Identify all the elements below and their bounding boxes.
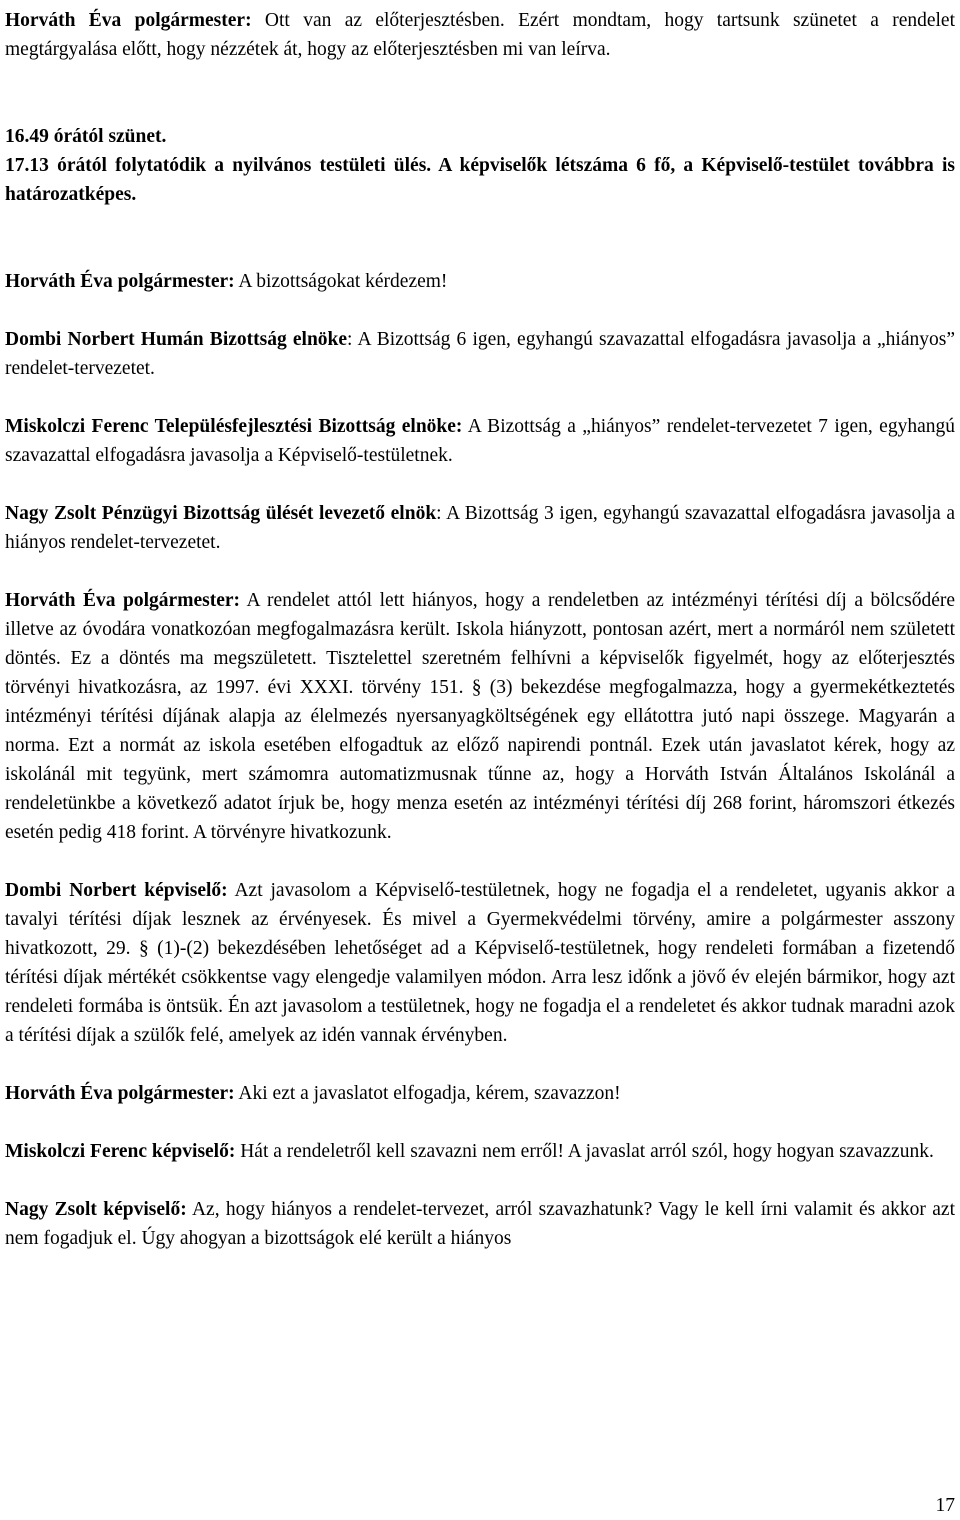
speech-text: A bizottságokat kérdezem! [234,271,448,292]
speaker-name: Horváth Éva polgármester: [5,1083,235,1104]
paragraph-development-committee [5,412,955,470]
paragraph-nagy-representative [5,1195,955,1253]
paragraph-mayor-2 [5,267,955,296]
break-start-line: 16.49 órától szünet. [5,126,167,147]
paragraph-mayor-1 [5,6,955,64]
speech-text: : A Bizottság 3 igen, egyhangú szavazattal elfogadásra javasolja a hiányos rendelet-tervezetet. [5,503,955,553]
speech-text: Aki ezt a javaslatot elfogadja, kérem, szavazzon! [234,1083,621,1104]
speech-text: Ott van az előterjesztésben. Ezért mondtam, hogy tartsunk szünetet a rendelet megtárgyalása előtt, hogy nézzétek át, hogy az előterjesztésben mi van leírva. [5,10,956,60]
session-resume-line: 17.13 órától folytatódik a nyilvános testületi ülés. A képviselők létszáma 6 fő, a Képviselő-testület továbbra is határozatképes. [5,155,955,205]
speaker-name: Miskolczi Ferenc képviselő: [5,1141,236,1162]
speaker-name: Horváth Éva polgármester: [5,10,252,31]
speech-text: A rendelet attól lett hiányos, hogy a rendeletben az intézményi térítési díj a bölcsődére illetve az óvodára vonatkozóan megfogalmazásra került. Iskola hiányzott, pontosan azért, mert a normáról nem született döntés. Ez a döntés ma megszületett. Tisztelettel szeretném felhívni a képviselők figyelmét, hogy az előterjesztés törvényi hivatkozásra, az 1997. évi XXXI. törvény 151. § (3) bekezdése megfogalmazza, hogy a gyermekétkeztetés intézményi térítési díjának alapja az élelmezés nyersanyagköltségének egy ellátottra jutó napi összege. Magyarán a norma. Ezt a normát az iskola esetében elfogadtuk az előző napirendi pontnál. Ezek után javaslatot kérek, hogy az iskolánál mit tegyünk, mert számomra automatizmusnak tűnne az, hogy a Horváth István Általános Iskolánál a rendeletünkbe a következő adatot írjuk be, hogy menza esetén az intézményi térítési díj 268 forint, háromszori étkezés esetén pedig 418 forint. A törvényre hivatkozunk. [5,590,955,843]
speech-text: Hát a rendeletről kell szavazni nem erről! A javaslat arról szól, hogy hogyan szavazzunk. [235,1141,934,1162]
speech-text: A Bizottság a „hiányos” rendelet-tervezetet 7 igen, egyhangú szavazattal elfogadásra javasolja a Képviselő-testületnek. [5,416,955,466]
document-page [5,6,955,1253]
speaker-name: Miskolczi Ferenc Településfejlesztési Bizottság elnöke: [5,416,463,437]
speaker-name: Dombi Norbert Humán Bizottság elnöke [5,329,348,350]
speaker-name: Nagy Zsolt Pénzügyi Bizottság ülését levezető elnök [5,503,437,524]
paragraph-human-committee [5,325,955,383]
paragraph-finance-committee [5,499,955,557]
paragraph-mayor-3 [5,586,955,847]
paragraph-miskolczi-representative [5,1137,955,1166]
paragraph-mayor-4 [5,1079,955,1108]
speech-text: Az, hogy hiányos a rendelet-tervezet, arról szavazhatunk? Vagy le kell írni valamit és akkor azt nem fogadjuk el. Úgy ahogyan a bizottságok elé került a hiányos [5,1199,955,1249]
speaker-name: Nagy Zsolt képviselő: [5,1199,187,1220]
speech-text: : A Bizottság 6 igen, egyhangú szavazattal elfogadásra javasolja a „hiányos” rendelet-tervezetet. [5,329,955,379]
speaker-name: Horváth Éva polgármester: [5,271,235,292]
speaker-name: Horváth Éva polgármester: [5,590,240,611]
speech-text: Azt javasolom a Képviselő-testületnek, hogy ne fogadja el a rendeletet, ugyanis akkor a tavalyi térítési díjak lesznek az érvényesek. És mivel a Gyermekvédelmi törvény, amire a polgármester asszony hivatkozott, 29. § (1)-(2) bekezdésében lehetőséget ad a Képviselő-testületnek, hogy rendeleti formában a fizetendő térítési díjak mértékét csökkentse vagy elengedje valamilyen módon. Arra lesz időnk a jövő év elején bármikor, hogy azt rendeleti formába is öntsük. Én azt javasolom a testületnek, hogy ne fogadja el a rendeletet és akkor tudnak maradni azok a térítési díjak a szülők felé, amelyek az idén vannak érvényben. [5,880,955,1046]
speaker-name: Dombi Norbert képviselő: [5,880,228,901]
paragraph-dombi-representative [5,876,955,1050]
page-number: 17 [935,1495,955,1516]
break-notice [5,122,955,209]
